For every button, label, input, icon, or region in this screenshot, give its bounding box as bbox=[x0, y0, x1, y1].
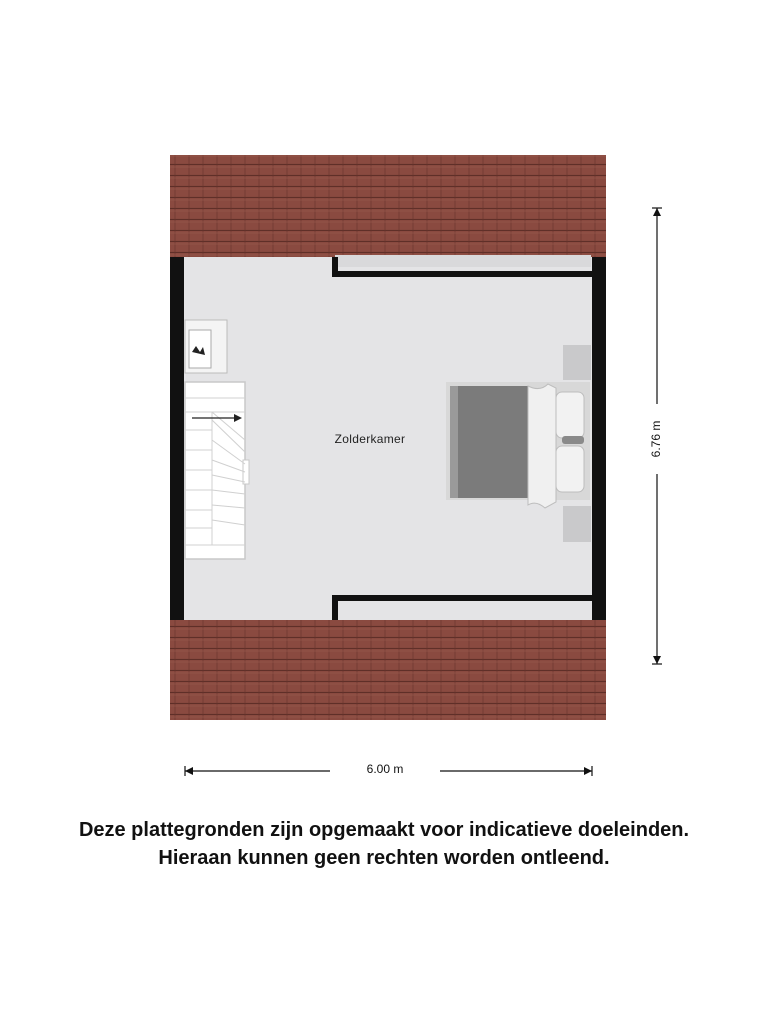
staircase bbox=[185, 382, 249, 559]
nightstand-top bbox=[563, 345, 591, 380]
wall-left bbox=[170, 257, 184, 620]
arrow-down-icon bbox=[653, 656, 661, 664]
wall-right bbox=[592, 257, 606, 620]
disclaimer bbox=[0, 816, 768, 872]
roof-top-dormer bbox=[335, 255, 591, 267]
pillow-bottom bbox=[556, 446, 584, 492]
basin bbox=[189, 330, 211, 368]
roof-top bbox=[170, 155, 606, 257]
nightstand-bottom bbox=[563, 506, 591, 542]
arrow-up-icon bbox=[653, 208, 661, 216]
arrow-left-icon bbox=[185, 767, 193, 775]
arrow-right-icon bbox=[584, 767, 592, 775]
disclaimer-line-1: Deze plattegronden zijn opgemaakt voor indicatieve doeleinden. bbox=[78, 819, 690, 841]
dimension-depth-label: 6.76 m bbox=[649, 404, 663, 474]
pillow-top bbox=[556, 392, 584, 438]
room-label: Zolderkamer bbox=[334, 432, 406, 446]
dimension-width-label: 6.00 m bbox=[330, 762, 440, 776]
roof-bottom-step bbox=[335, 600, 591, 620]
roof-bottom bbox=[170, 620, 606, 720]
disclaimer-line-2: Hieraan kunnen geen rechten worden ontleend. bbox=[158, 847, 610, 869]
